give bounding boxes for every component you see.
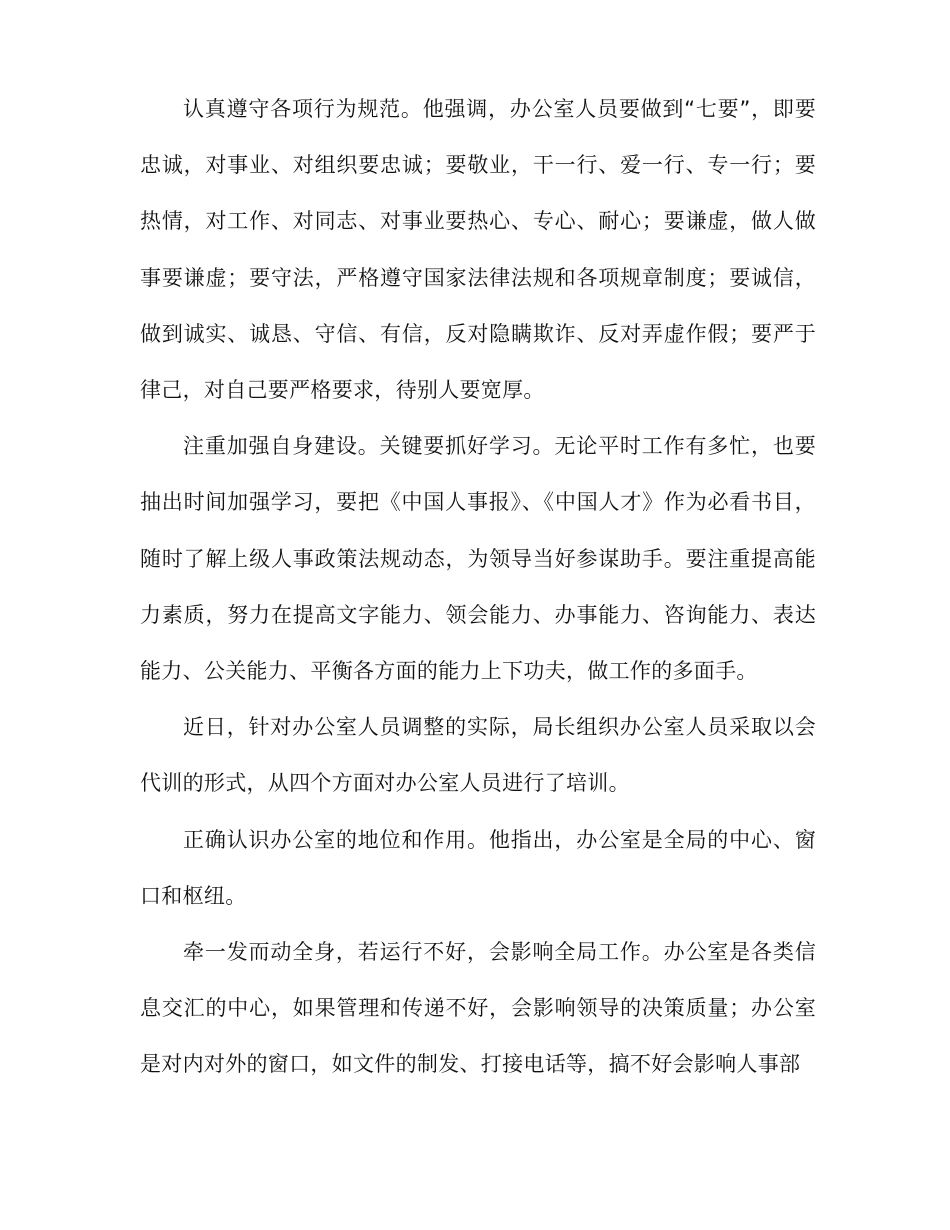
paragraph-training-intro: 近日，针对办公室人员调整的实际，局长组织办公室人员采取以会代训的形式，从四个方面对办公室人员进行了培训。 [140,715,816,796]
paragraph-office-impact: 牵一发而动全身，若运行不好，会影响全局工作。办公室是各类信息交汇的中心，如果管理和传递不好，会影响领导的决策质量；办公室是对内对外的窗口，如文件的制发、打接电话等，搞不好会影响人事部 [140,940,816,1077]
paragraph-self-improvement: 注重加强自身建设。关键要抓好学习。无论平时工作有多忙，也要抽出时间加强学习，要把《中国人事报》、《中国人才》作为必看书目，随时了解上级人事政策法规动态，为领导当好参谋助手。要注重提高能力素质，努力在提高文字能力、领会能力、办事能力、咨询能力、表达能力、公关能力、平衡各方面的能力上下功夫，做工作的多面手。 [140,434,816,684]
document-page [140,81,816,1093]
paragraph-office-role: 正确认识办公室的地位和作用。他指出，办公室是全局的中心、窗口和枢纽。 [140,827,816,908]
paragraph-code-of-conduct: 认真遵守各项行为规范。他强调，办公室人员要做到“七要”，即要忠诚，对事业、对组织要忠诚；要敬业，干一行、爱一行、专一行；要热情，对工作、对同志、对事业要热心、专心、耐心；要谦虚，做人做事要谦虚；要守法，严格遵守国家法律法规和各项规章制度；要诚信，做到诚实、诚恳、守信、有信，反对隐瞒欺诈、反对弄虚作假；要严于律己，对自己要严格要求，待别人要宽厚。 [140,97,816,403]
